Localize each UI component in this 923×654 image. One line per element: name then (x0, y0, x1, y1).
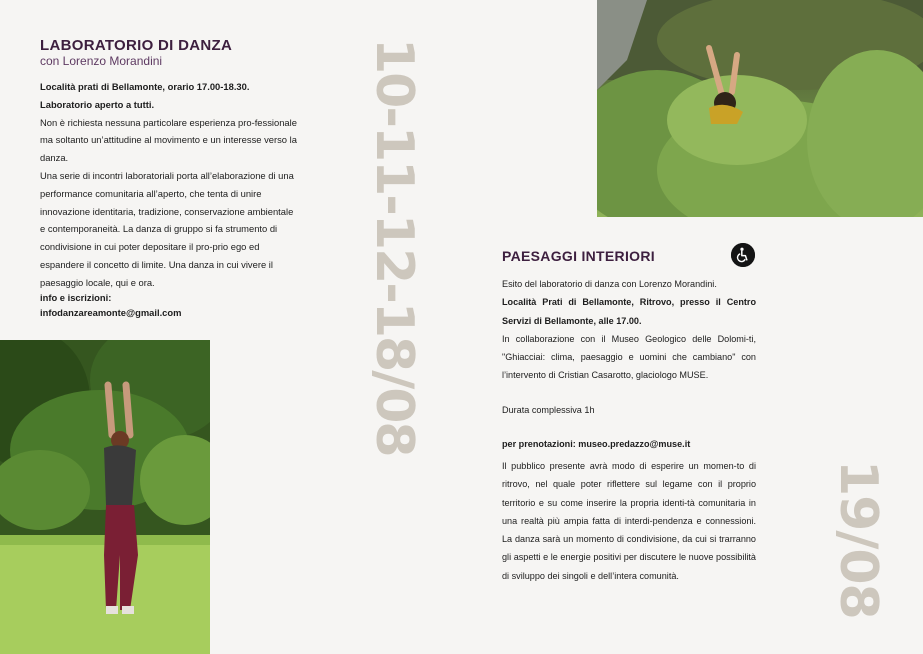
wheelchair-icon (731, 243, 755, 267)
event-location: Località Prati di Bellamonte, Ritrovo, presso il Centro Servizi di Bellamonte, alle 17.00. (502, 297, 756, 326)
dancer-photo-illustration (0, 340, 210, 654)
dancer-photo (0, 340, 210, 654)
event-intro: Esito del laboratorio di danza con Lorenzo Morandini. (502, 279, 717, 289)
info-block (40, 290, 298, 320)
workshop-title: LABORATORIO DI DANZA (40, 37, 233, 54)
workshop-dates-vertical: 10-11-12-18/08 (364, 38, 424, 456)
event-booking[interactable]: per prenotazioni: museo.predazzo@muse.it (502, 439, 691, 450)
workshop-paragraph-1: Non è richiesta nessuna particolare esperienza pro-fessionale ma soltanto un’attitudine al movimento e un interesse verso la danza. (40, 116, 297, 164)
event-date-vertical: 19/08 (828, 460, 888, 619)
workshop-subtitle: con Lorenzo Morandini (40, 54, 163, 68)
bush-photo-illustration (597, 0, 923, 217)
bush-dancer-photo (597, 0, 923, 217)
event-collaboration: In collaborazione con il Museo Geologico delle Dolomi-ti, "Ghiacciai: clima, paesaggio e uomini che cambiano" con l’intervento di Cristian Casarotto, glaciologo MUSE. (502, 333, 756, 381)
info-label: info e iscrizioni: (40, 292, 112, 303)
info-email[interactable]: infodanzareamonte@gmail.com (40, 307, 182, 318)
event-description (502, 457, 756, 585)
event-title: PAESAGGI INTERIORI (502, 248, 655, 264)
workshop-location: Località prati di Bellamonte, orario 17.00-18.30. (40, 81, 250, 92)
workshop-paragraph-2: Una serie di incontri laboratoriali porta all’elaborazione di una performance comunitaria all’aperto, che tenta di unire innovazione identitaria, tradizione, conservazione ambientale e contemporaneità. La danza di gruppo si fa strumento di condivisione in cui poter depositare il pro-prio ego ed espandere il concetto di limite. Una danza in cui vivere il paesaggio locale, qui e ora. (40, 169, 294, 288)
event-duration: Durata complessiva 1h (502, 404, 595, 415)
event-details (502, 275, 756, 453)
workshop-open-note: Laboratorio aperto a tutti. (40, 98, 155, 110)
event-final-paragraph: Il pubblico presente avrà modo di esperire un momen-to di ritrovo, nel quale poter riflettere sul legame con il proprio territorio e su come inserire la propria identi-tà comunitaria in una realtà più ampia fatta di interdi-pendenza e connessioni. La danza sarà un momento di condivisione, da cui si trarranno gli aspetti e le energie positivi per discutere le nuove possibilità di sviluppo dei singoli e dell’intera comunità. (502, 461, 756, 581)
workshop-description (40, 78, 298, 292)
